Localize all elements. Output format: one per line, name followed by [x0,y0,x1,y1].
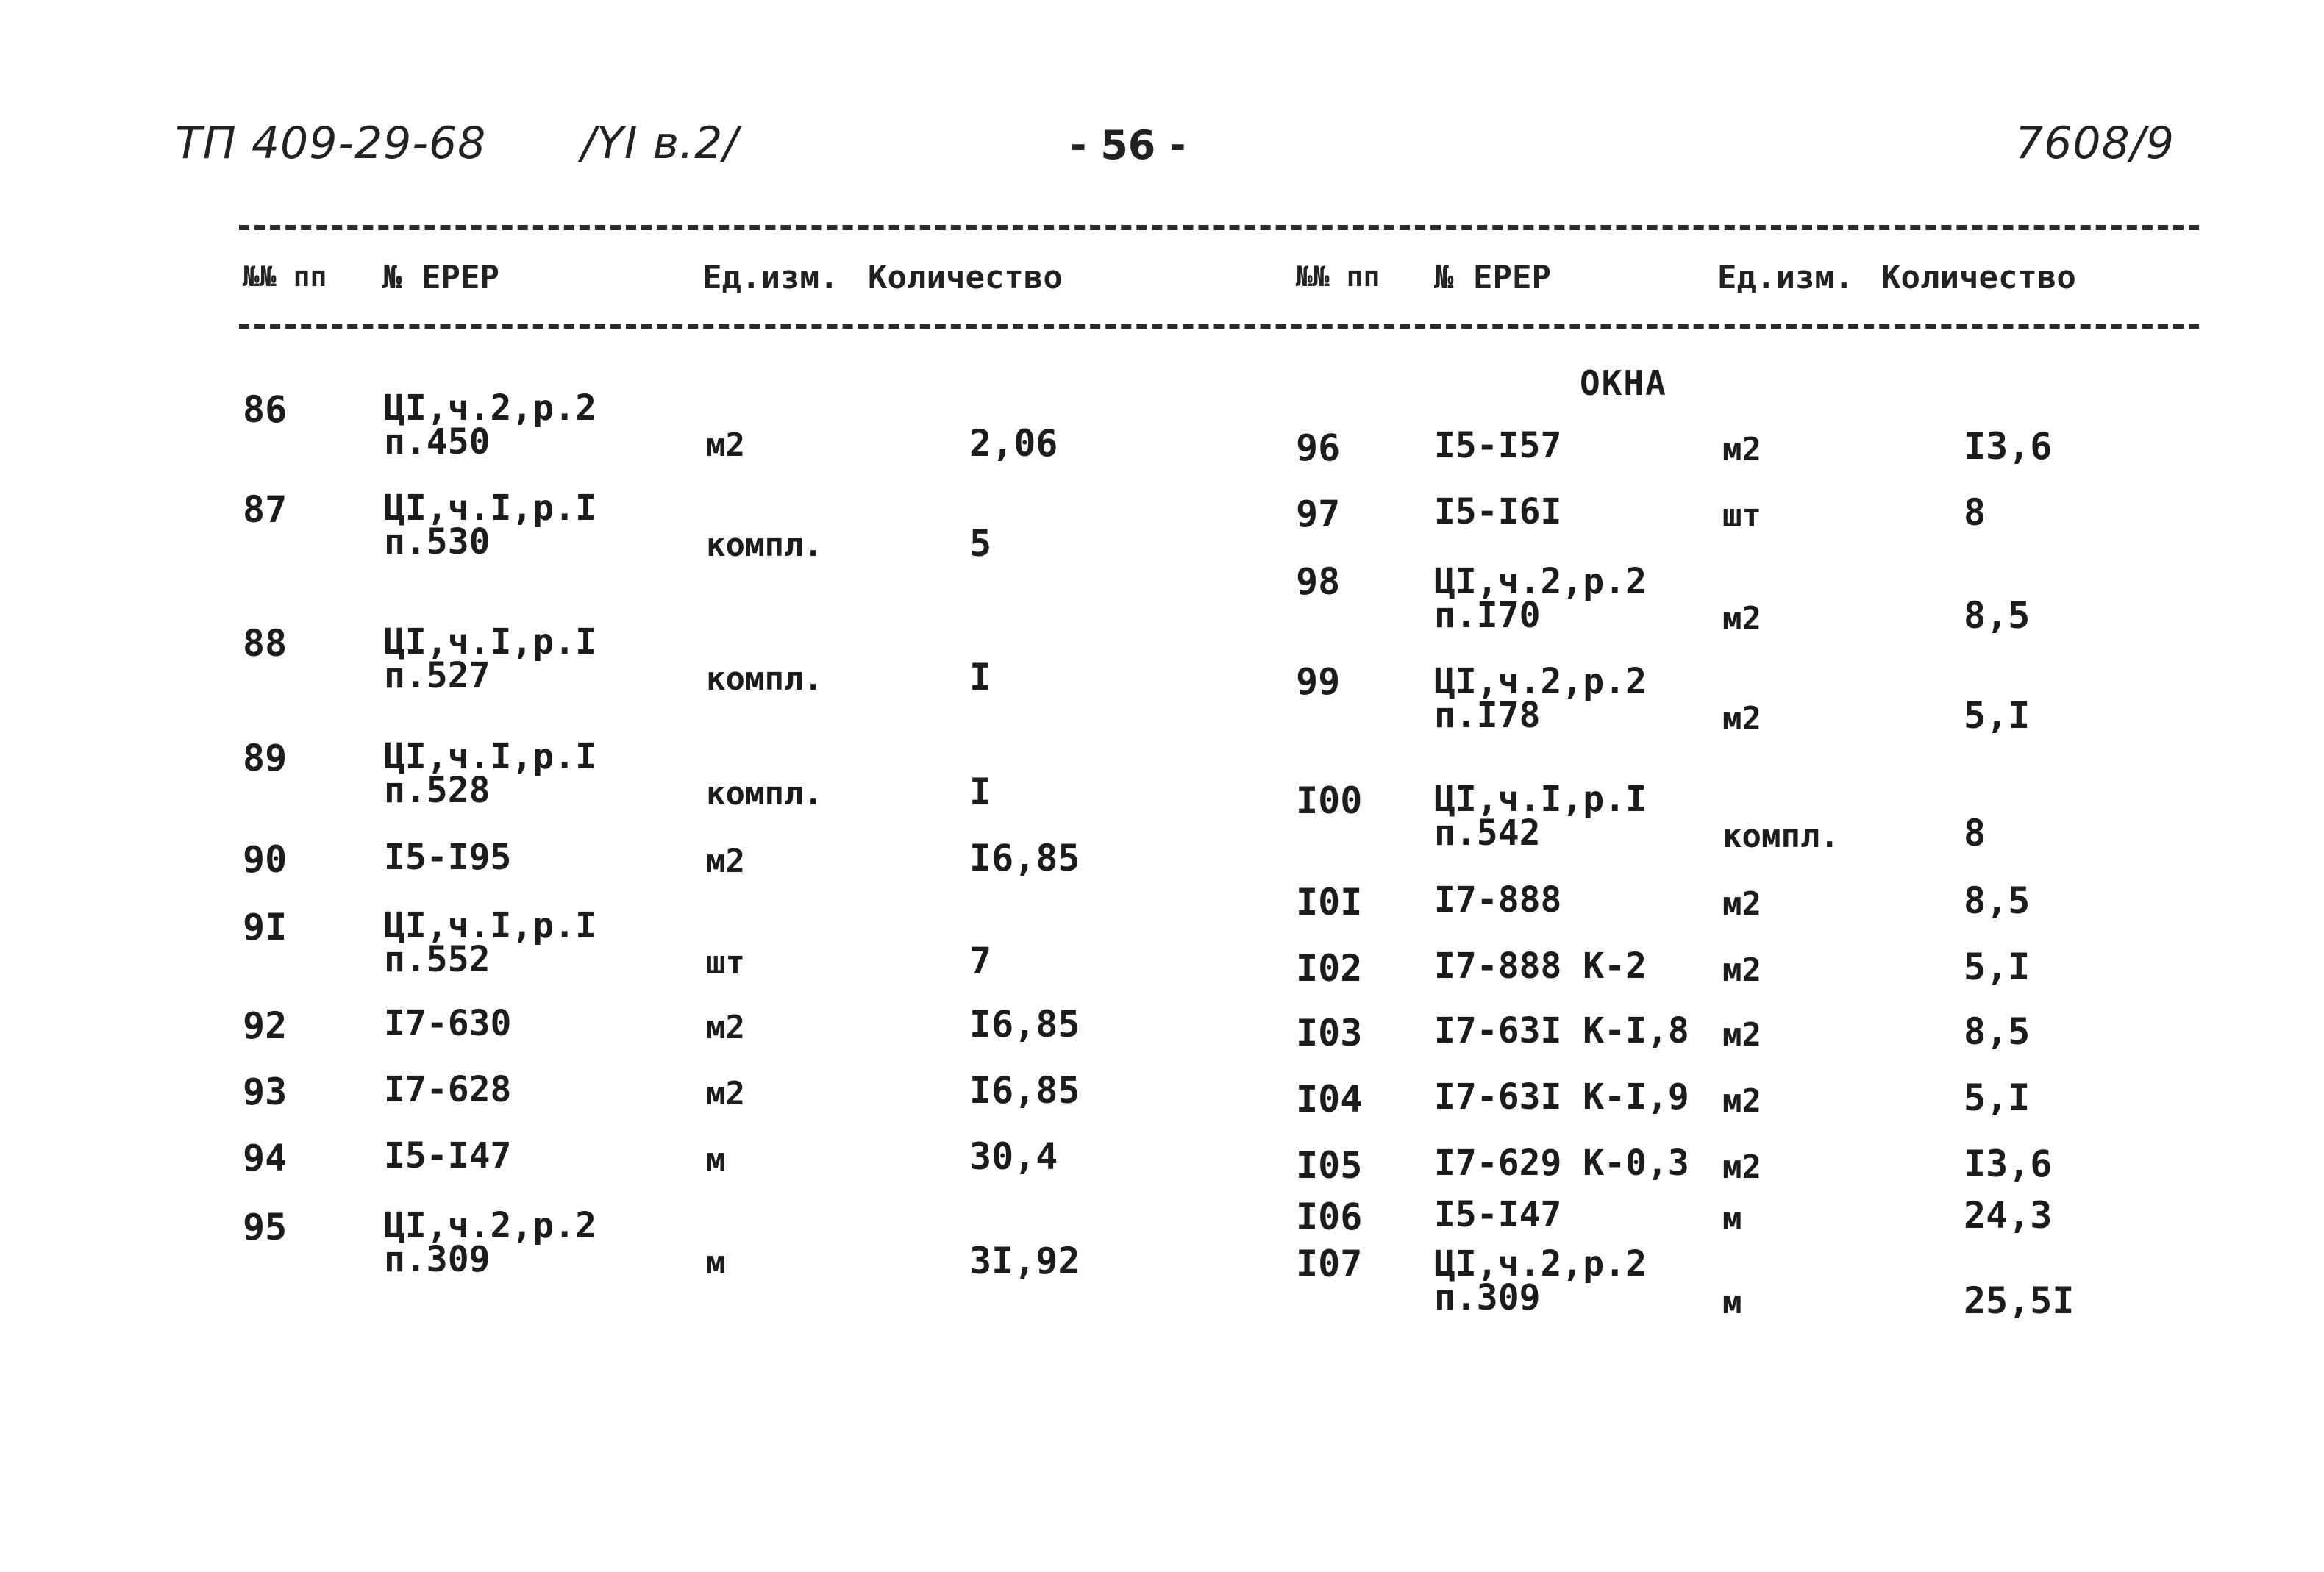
row-unit: компл. [706,660,823,698]
row-reference-sub: п.309 [1434,1277,1541,1318]
row-number: 89 [243,737,288,779]
row-reference: ЦI,ч.2,р.2 [1434,1243,1647,1285]
row-reference-sub: п.552 [384,939,491,980]
row-quantity: 3I,92 [969,1240,1080,1282]
row-unit: м2 [1722,951,1761,989]
row-reference: I5-I47 [384,1135,512,1176]
row-quantity: 8 [1964,491,1986,534]
row-reference: ЦI,ч.I,р.I [1434,779,1647,820]
row-reference: I5-I57 [1434,425,1562,466]
row-quantity: 8 [1964,812,1986,854]
row-reference: I7-888 [1434,879,1562,921]
row-number: I00 [1296,779,1363,822]
row-number: I0I [1296,881,1363,923]
row-unit: м [1722,1200,1742,1237]
row-reference: I5-I6I [1434,491,1562,532]
row-quantity: I [969,771,992,813]
row-reference-sub: п.309 [384,1239,491,1280]
row-quantity: 5,I [1964,1076,2031,1119]
row-reference-sub: п.527 [384,655,491,696]
row-quantity: I3,6 [1964,1143,2053,1185]
row-reference: I7-888 К-2 [1434,946,1647,987]
row-reference: I7-629 К-0,3 [1434,1143,1689,1184]
row-reference: ЦI,ч.I,р.I [384,487,596,529]
row-reference-sub: п.450 [384,421,491,462]
row-reference-sub: п.530 [384,521,491,562]
row-reference: I7-63I К-I,8 [1434,1010,1689,1051]
row-reference: ЦI,ч.2,р.2 [384,1205,596,1246]
row-number: I04 [1296,1078,1363,1121]
row-reference: I5-I95 [384,837,512,878]
row-number: 92 [243,1004,288,1047]
col-header-left-qty: Количество [868,259,1063,296]
row-unit: м2 [1722,885,1761,923]
row-number: I05 [1296,1144,1363,1187]
row-quantity: 7 [969,940,992,982]
row-number: 94 [243,1137,288,1179]
row-reference: I7-628 [384,1069,512,1110]
row-unit: м2 [1722,700,1761,737]
row-unit: м2 [1722,600,1761,637]
row-number: 99 [1296,660,1341,703]
row-unit: компл. [1722,818,1839,855]
row-number: I02 [1296,947,1363,990]
col-header-left-num: №№ пп [243,260,327,293]
row-reference: I7-63I К-I,9 [1434,1076,1689,1118]
col-header-right-unit: Ед.изм. [1717,259,1854,296]
row-number: I06 [1296,1196,1363,1238]
row-quantity: 5 [969,522,992,565]
row-reference-sub: п.542 [1434,812,1541,854]
row-quantity: 5,I [1964,694,2031,737]
row-unit: компл. [706,775,823,812]
row-unit: м2 [1722,431,1761,468]
row-unit: м2 [1722,1016,1761,1054]
row-quantity: I3,6 [1964,425,2053,468]
row-quantity: 25,5I [1964,1279,2075,1322]
row-reference: I5-I47 [1434,1194,1562,1235]
col-header-right-num: №№ пп [1296,260,1380,293]
row-quantity: 30,4 [969,1135,1058,1178]
col-header-left-ref: № ЕРЕР [382,259,499,296]
row-quantity: I6,85 [969,1003,1080,1046]
row-quantity: 8,5 [1964,594,2031,637]
row-unit: м2 [706,426,745,464]
row-reference-sub: п.I78 [1434,695,1541,736]
row-unit: м [706,1141,726,1179]
row-number: I07 [1296,1243,1363,1285]
row-number: 87 [243,488,288,531]
section-title: ОКНА [1580,363,1667,403]
row-reference-sub: п.528 [384,770,491,811]
row-unit: м2 [706,1009,745,1046]
col-header-left-unit: Ед.изм. [702,259,839,296]
col-header-right-ref: № ЕРЕР [1434,259,1551,296]
row-number: 9I [243,906,288,948]
row-quantity: 8,5 [1964,1010,2031,1053]
row-unit: м2 [706,1075,745,1112]
row-reference: ЦI,ч.I,р.I [384,736,596,777]
row-number: 88 [243,622,288,665]
row-number: 98 [1296,560,1341,603]
volume-label: /YI в.2/ [581,118,739,169]
row-quantity: I [969,656,992,699]
row-number: 97 [1296,493,1341,535]
row-number: 86 [243,388,288,431]
row-unit: м [706,1244,726,1282]
row-unit: м [1722,1284,1742,1321]
page-number: - 56 - [1070,122,1186,168]
project-code: ТП 409-29-68 [175,118,487,169]
row-quantity: 2,06 [969,422,1058,465]
row-quantity: 8,5 [1964,879,2031,922]
row-quantity: 24,3 [1964,1194,2053,1237]
top-rule [239,225,2199,230]
row-unit: шт [1722,497,1761,535]
row-unit: компл. [706,526,823,564]
row-unit: м2 [1722,1082,1761,1120]
row-unit: м2 [706,843,745,880]
row-quantity: I6,85 [969,1069,1080,1112]
row-unit: шт [706,944,745,982]
header-rule [239,324,2199,329]
row-number: 96 [1296,426,1341,469]
row-reference: I7-630 [384,1003,512,1044]
row-quantity: 5,I [1964,946,2031,988]
row-number: 95 [243,1206,288,1248]
col-header-right-qty: Количество [1881,259,2076,296]
row-unit: м2 [1722,1148,1761,1186]
row-number: I03 [1296,1012,1363,1054]
row-reference-sub: п.I70 [1434,595,1541,636]
row-reference: ЦI,ч.2,р.2 [1434,661,1647,702]
document-code: 7608/9 [2015,118,2175,169]
row-quantity: I6,85 [969,837,1080,879]
row-number: 93 [243,1071,288,1113]
row-reference: ЦI,ч.I,р.I [384,621,596,662]
row-reference: ЦI,ч.2,р.2 [384,387,596,429]
row-reference: ЦI,ч.I,р.I [384,905,596,946]
row-number: 90 [243,838,288,881]
row-reference: ЦI,ч.2,р.2 [1434,561,1647,602]
